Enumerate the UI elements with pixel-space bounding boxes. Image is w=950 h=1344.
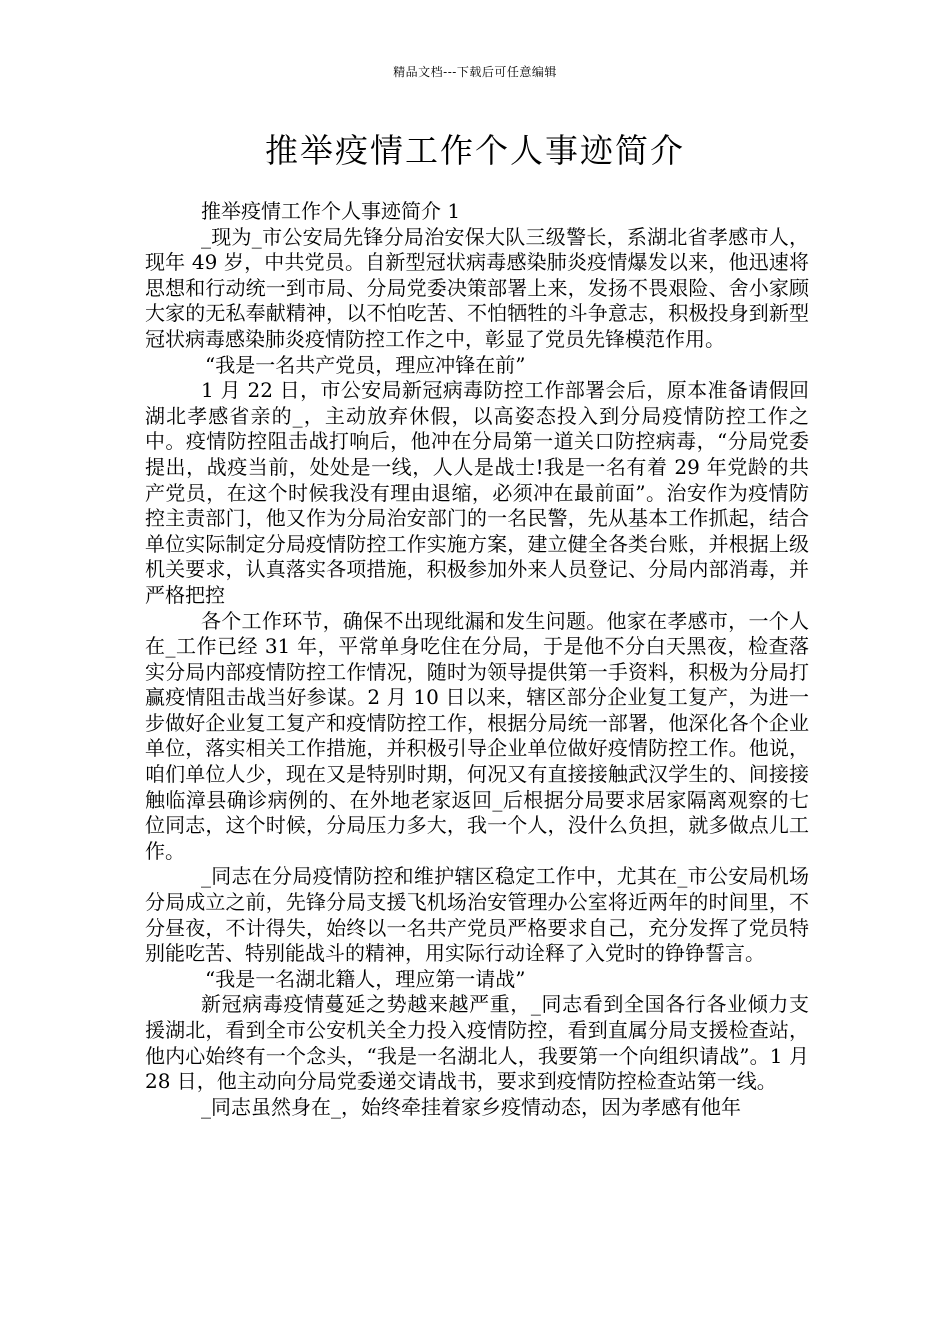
paragraph: _同志虽然身在_，始终牵挂着家乡疫情动态，因为孝感有他年 bbox=[201, 1094, 741, 1119]
paragraph: 各个工作环节，确保不出现纰漏和发生问题。他家在孝感市，一个人在_工作已经 31 年，平常单身吃住在分局，于是他不分白天黑夜，检查落实分局内部疫情防控工作情况，随时为领导提供第一手资料，积极为分局打赢疫情阻击战当好参谋。2 月 10 日以来，辖区部分企业复工复产，为进一步做好企业复工复产和疫情防控工作，根据分局统一部署，他深化各个企业单位，落实相关工作措施，并积极引导企业单位做好疫情防控工作。他说，咱们单位人少，现在又是特别时期，何况又有直接接触武汉学生的、间接接触临漳县确诊病例的、在外地老家返回_后根据分局要求居家隔离观察的七位同志，这个时候，分局压力多大，我一个人，没什么负担，就多做点儿工作。 bbox=[145, 608, 809, 863]
quote-heading: “我是一名共产党员，理应冲锋在前” bbox=[205, 352, 526, 377]
quote-heading: “我是一名湖北籍人，理应第一请战” bbox=[205, 966, 526, 991]
paragraph: _同志在分局疫情防控和维护辖区稳定工作中，尤其在_市公安局机场分局成立之前，先锋分局支援飞机场治安管理办公室将近两年的时间里，不分昼夜，不计得失，始终以一名共产党员严格要求自己，充分发挥了党员特别能吃苦、特别能战斗的精神，用实际行动诠释了入党时的铮铮誓言。 bbox=[145, 864, 809, 966]
document-body bbox=[145, 199, 809, 1120]
page-header: 精品文档---下载后可任意编辑 bbox=[393, 65, 557, 79]
section-heading: 推举疫情工作个人事迹简介 1 bbox=[201, 199, 461, 223]
paragraph: 1 月 22 日，市公安局新冠病毒防控工作部署会后，原本准备请假回湖北孝感省亲的_，主动放弃休假，以高姿态投入到分局疫情防控工作之中。疫情防控阻击战打响后，他冲在分局第一道关口防控病毒，“分局党委提出，战疫当前，处处是一线，人人是战士!我是一名有着 29 年党龄的共产党员，在这个时候我没有理由退缩，必须冲在最前面”。治安作为疫情防控主责部门，他又作为分局治安部门的一名民警，先从基本工作抓起，结合单位实际制定分局疫情防控工作实施方案，建立健全各类台账，并根据上级机关要求，认真落实各项措施，积极参加外来人员登记、分局内部消毒，并严格把控 bbox=[145, 378, 809, 607]
paragraph: 新冠病毒疫情蔓延之势越来越严重，_同志看到全国各行各业倾力支援湖北，看到全市公安机关全力投入疫情防控，看到直属分局支援检查站，他内心始终有一个念头，“我是一名湖北人，我要第一个向组织请战”。1 月 28 日，他主动向分局党委递交请战书，要求到疫情防控检查站第一线。 bbox=[145, 992, 809, 1094]
paragraph: _现为_市公安局先锋分局治安保大队三级警长，系湖北省孝感市人，现年 49 岁，中共党员。自新型冠状病毒感染肺炎疫情爆发以来，他迅速将思想和行动统一到市局、分局党委决策部署上来，发扬不畏艰险、舍小家顾大家的无私奉献精神，以不怕吃苦、不怕牺牲的斗争意志，积极投身到新型冠状病毒感染肺炎疫情防控工作之中，彰显了党员先锋模范作用。 bbox=[145, 224, 809, 351]
document-title: 推举疫情工作个人事迹简介 bbox=[265, 131, 685, 170]
